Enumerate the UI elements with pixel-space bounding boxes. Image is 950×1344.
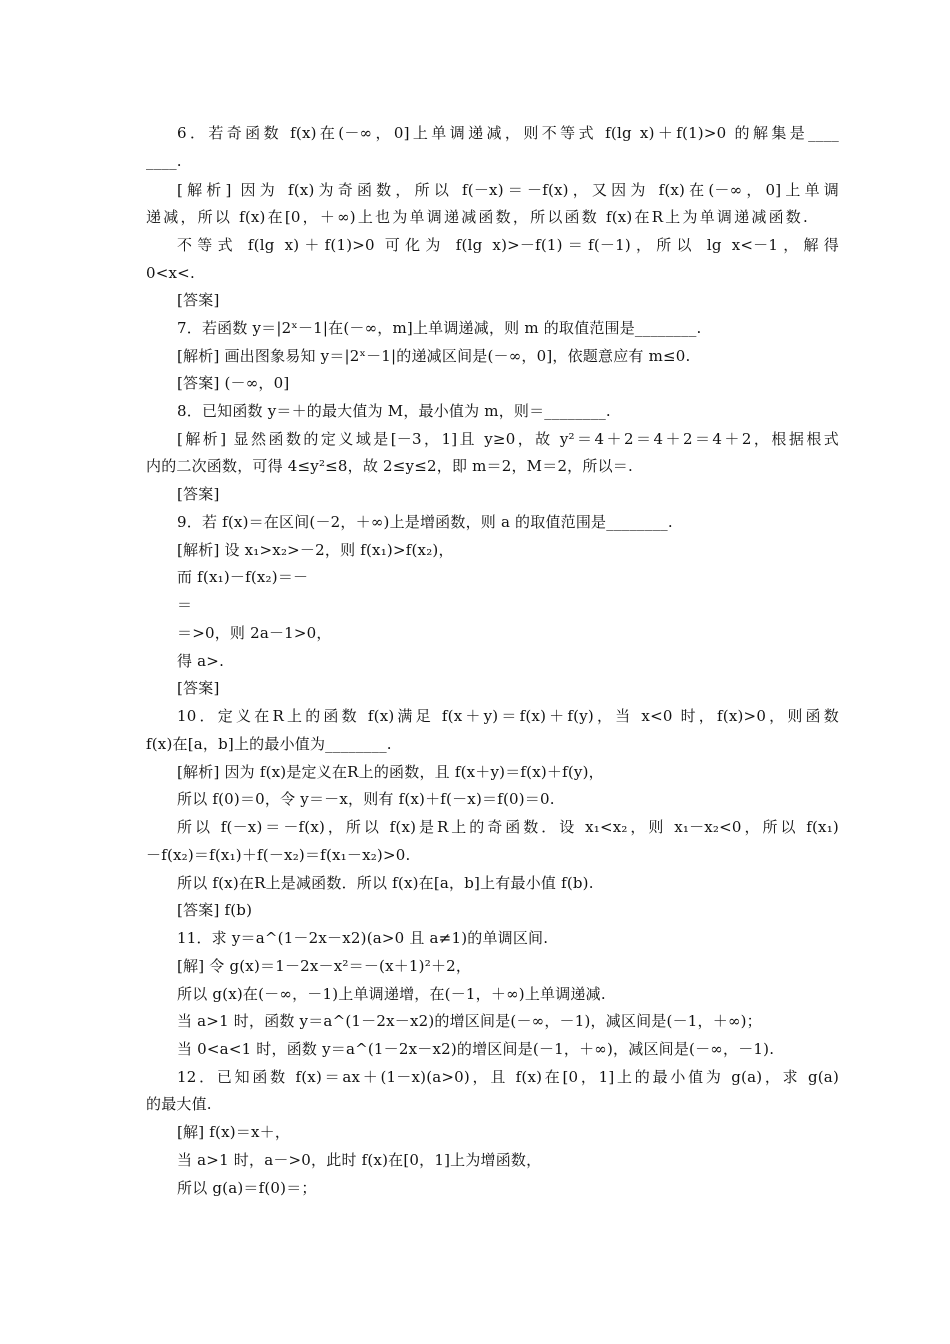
text-line: 6．若奇函数 f(x)在(－∞，0]上单调递减，则不等式 f(lg x)＋f(1)>0 的解集是____ [177,124,839,142]
text-line: [解] 令 g(x)＝1－2x－x²＝－(x＋1)²＋2， [177,957,472,975]
text-line: 9．若 f(x)＝在区间(－2，＋∞)上是增函数，则 a 的取值范围是________. [177,513,673,531]
text-line: 不等式 f(lg x)＋f(1)>0 可化为 f(lg x)>－f(1)＝f(－1)，所以 lg x<－1，解得 [177,236,839,254]
text-line: 得 a>. [177,652,225,670]
text-line: 的最大值. [146,1095,212,1113]
text-line: 8．已知函数 y＝＋的最大值为 M，最小值为 m，则＝________. [177,402,611,420]
text-line: [答案] f(b) [177,901,253,919]
text-line: f(x)在[a，b]上的最小值为________. [146,735,392,753]
text-line: [解析] 显然函数的定义域是[－3，1]且 y≥0，故 y²＝4＋2＝4＋2＝4＋2，根据根式 [177,430,839,448]
text-line: 7．若函数 y＝|2ˣ－1|在(－∞，m]上单调递减，则 m 的取值范围是________. [177,319,702,337]
text-line: [解析] 因为 f(x)是定义在R上的函数，且 f(x＋y)＝f(x)＋f(y)， [177,763,604,781]
text-line: [解析] 因为 f(x)为奇函数，所以 f(－x)＝－f(x)，又因为 f(x)在(－∞，0]上单调 [177,181,839,199]
text-line: 当 a>1 时，函数 y＝a^(1－2x－x2)的增区间是(－∞，－1)，减区间是(－1，＋∞)； [177,1012,762,1030]
text-line: ____. [146,152,182,170]
text-line: [解析] 设 x₁>x₂>－2，则 f(x₁)>f(x₂)， [177,541,454,559]
text-line: 所以 g(a)＝f(0)＝； [177,1179,317,1197]
text-line: 12．已知函数 f(x)＝ax＋(1－x)(a>0)，且 f(x)在[0，1]上的最小值为 g(a)，求 g(a) [177,1068,839,1086]
text-line: [解] f(x)＝x＋， [177,1123,291,1141]
text-line: 当 0<a<1 时，函数 y＝a^(1－2x－x2)的增区间是(－1，＋∞)，减区间是(－∞，－1). [177,1040,775,1058]
text-line: 11．求 y＝a^(1－2x－x2)(a>0 且 a≠1)的单调区间. [177,929,549,947]
text-line: [答案] (－∞，0] [177,374,290,392]
text-line: [答案] [177,485,220,503]
text-line: ＝>0，则 2a－1>0， [177,624,332,642]
text-line: 递减，所以 f(x)在[0，＋∞)上也为单调递减函数，所以函数 f(x)在R上为单调递减函数. [146,208,808,226]
text-line: 所以 f(－x)＝－f(x)，所以 f(x)是R上的奇函数．设 x₁<x₂，则 x₁－x₂<0，所以 f(x₁) [177,818,839,836]
text-line: ＝ [177,596,193,614]
text-line: 内的二次函数，可得 4≤y²≤8，故 2≤y≤2，即 m＝2，M＝2，所以＝. [146,457,633,475]
text-line: 而 f(x₁)－f(x₂)＝－ [177,568,309,586]
text-line: 10．定义在R上的函数 f(x)满足 f(x＋y)＝f(x)＋f(y)，当 x<0 时，f(x)>0，则函数 [177,707,839,725]
text-line: 所以 f(x)在R上是减函数．所以 f(x)在[a，b]上有最小值 f(b). [177,874,594,892]
text-line: 所以 g(x)在(－∞，－1)上单调递增，在(－1，＋∞)上单调递减. [177,985,606,1003]
text-line: 所以 f(0)＝0，令 y＝－x，则有 f(x)＋f(－x)＝f(0)＝0. [177,790,555,808]
text-line: －f(x₂)＝f(x₁)＋f(－x₂)＝f(x₁－x₂)>0. [146,846,411,864]
text-line: 0<x<. [146,264,195,282]
text-line: 当 a>1 时，a－>0，此时 f(x)在[0，1]上为增函数， [177,1151,542,1169]
text-line: [解析] 画出图象易知 y＝|2ˣ－1|的递减区间是(－∞，0]，依题意应有 m≤0. [177,347,691,365]
text-line: [答案] [177,679,220,697]
text-line: [答案] [177,291,220,309]
